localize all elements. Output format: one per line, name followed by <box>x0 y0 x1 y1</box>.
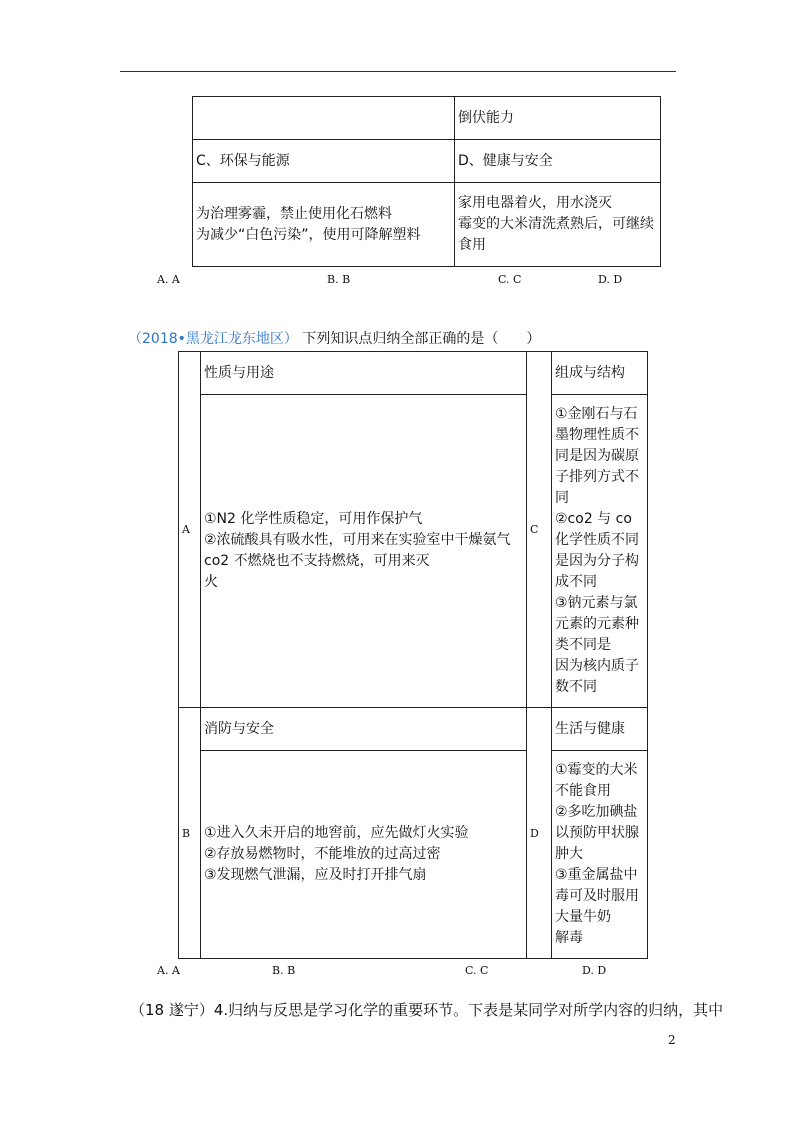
option-2-a: A. A <box>157 964 180 977</box>
table1-c-label: C、环保与能源 <box>193 140 455 183</box>
table2-c-letter: C <box>527 352 552 708</box>
table2-c-title: 组成与结构 <box>552 352 648 395</box>
table-1 <box>192 96 661 267</box>
header-rule <box>120 71 676 72</box>
option-1-b: B. B <box>327 273 351 286</box>
table2-d-title: 生活与健康 <box>552 708 648 751</box>
table2-c-content: ①金刚石与石 墨物理性质不 同是因为碳原 子排列方式不 同 ②co2 与 co 化学性质不同 是因为分子构 成不同 ③钠元素与氯 元素的元素种 类不同是 因为核内质子 数不同 <box>552 395 648 708</box>
table2-a-letter: A <box>179 352 201 708</box>
table2-a-title: 性质与用途 <box>201 352 527 395</box>
table2-d-content: ①霉变的大米 不能食用 ②多吃加碘盐 以预防甲状腺 肿大 ③重金属盐中 毒可及时服用 大量牛奶 解毒 <box>552 751 648 959</box>
option-1-d: D. D <box>598 273 623 286</box>
option-1-c: C. C <box>498 273 522 286</box>
table2-d-letter: D <box>527 708 552 959</box>
question-stem: 下列知识点归纳全部正确的是（ ） <box>302 331 541 347</box>
table1-row0-right: 倒伏能力 <box>455 97 661 140</box>
table2-b-content: ①进入久未开启的地窖前，应先做灯火实验 ②存放易燃物时，不能堆放的过高过密 ③发现燃气泄漏，应及时打开排气扇 <box>201 751 527 959</box>
table1-d-label: D、健康与安全 <box>455 140 661 183</box>
table2-b-letter: B <box>179 708 201 959</box>
table2-a-content: ①N2 化学性质稳定，可用作保护气 ②浓硫酸具有吸水性，可用来在实验室中干燥氨气 co2 不燃烧也不支持燃烧，可用来灭 火 <box>201 395 527 708</box>
question-line <box>128 328 540 348</box>
table1-d-content: 家用电器着火，用水浇灭 霉变的大米清洗煮熟后，可继续 食用 <box>455 183 661 267</box>
page-number: 2 <box>668 1033 676 1047</box>
option-1-a: A. A <box>157 273 180 286</box>
table-2 <box>178 351 648 959</box>
table1-empty-cell <box>193 97 455 140</box>
option-2-c: C. C <box>465 964 489 977</box>
table2-b-title: 消防与安全 <box>201 708 527 751</box>
option-2-d: D. D <box>582 964 607 977</box>
question-source: （2018•黑龙江龙东地区） <box>128 331 298 347</box>
next-question-paragraph: （18 遂宁）4.归纳与反思是学习化学的重要环节。下表是某同学对所学内容的归纳，其中 <box>130 1001 724 1019</box>
table1-c-content: 为治理雾霾，禁止使用化石燃料 为减少“白色污染”，使用可降解塑料 <box>193 183 455 267</box>
option-2-b: B. B <box>272 964 296 977</box>
